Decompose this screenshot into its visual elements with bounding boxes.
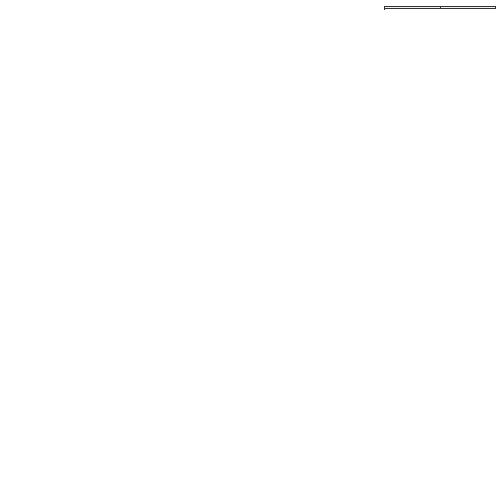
column-maintenance-symbols bbox=[5, 4, 133, 12]
col-power-header bbox=[385, 7, 441, 9]
column-immunity bbox=[262, 4, 380, 12]
separation-table bbox=[384, 6, 496, 9]
col-distance-header bbox=[440, 7, 496, 9]
column-separation bbox=[384, 4, 496, 12]
column-specification bbox=[137, 4, 257, 13]
